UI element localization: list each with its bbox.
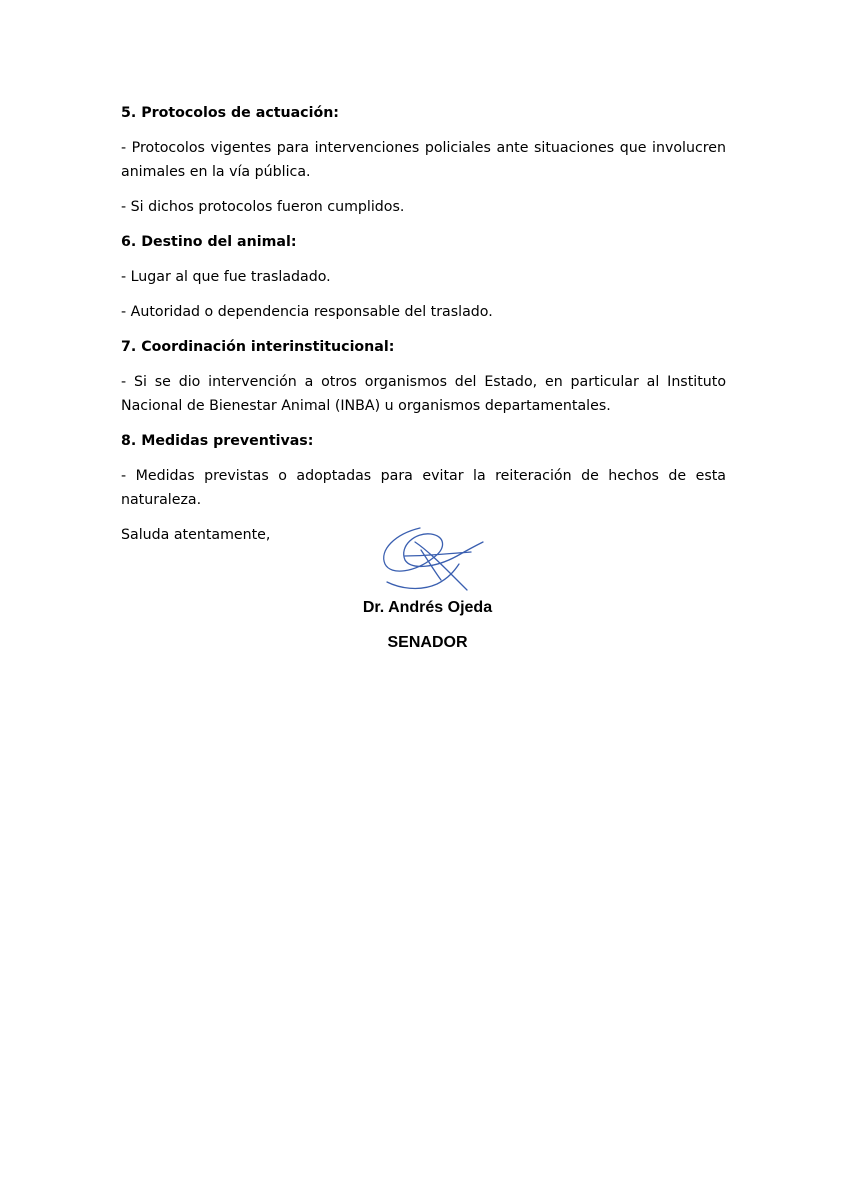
section-coordinacion <box>121 335 726 418</box>
section-item: - Lugar al que fue trasladado. <box>121 269 331 285</box>
signer-title: SENADOR <box>387 634 468 651</box>
handwritten-signature <box>375 520 495 598</box>
section-item: - Si dichos protocolos fueron cumplidos. <box>121 199 405 215</box>
closing-salutation: Saluda atentamente, <box>121 527 271 543</box>
section-medidas <box>121 429 726 512</box>
section-protocolos <box>121 101 726 219</box>
section-item: - Si se dio intervención a otros organismos del Estado, en particular al Instituto Nacional de Bienestar Animal (INBA) u organismos departamentales. <box>121 374 726 414</box>
document-body <box>121 101 726 547</box>
section-item: - Protocolos vigentes para intervenciones policiales ante situaciones que involucren animales en la vía pública. <box>121 140 726 180</box>
signer-name: Dr. Andrés Ojeda <box>362 599 493 616</box>
section-item: - Medidas previstas o adoptadas para evitar la reiteración de hechos de esta naturaleza. <box>121 468 726 508</box>
section-destino <box>121 230 726 324</box>
section-heading: 5. Protocolos de actuación: <box>121 105 339 121</box>
section-heading: 8. Medidas preventivas: <box>121 433 314 449</box>
section-heading: 6. Destino del animal: <box>121 234 297 250</box>
section-heading: 7. Coordinación interinstitucional: <box>121 339 395 355</box>
section-item: - Autoridad o dependencia responsable del traslado. <box>121 304 493 320</box>
